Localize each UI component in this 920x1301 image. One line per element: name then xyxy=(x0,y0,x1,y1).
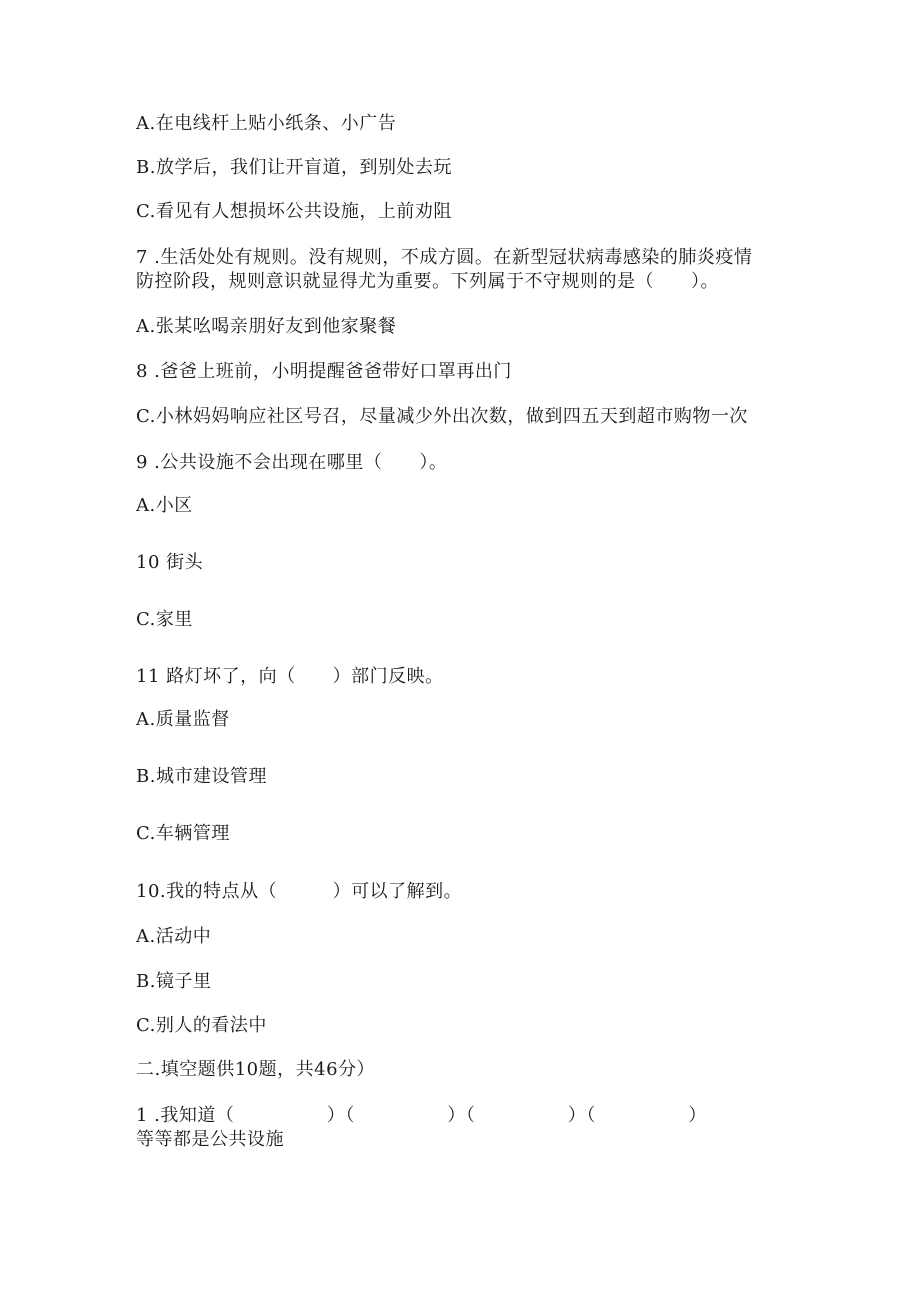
fill-in-question-1-line-2: 等等都是公共设施 xyxy=(136,1129,284,1150)
option-c-q6: C.看见有人想损坏公共设施，上前劝阻 xyxy=(136,201,452,222)
option-a-q11: A.质量监督 xyxy=(136,709,230,730)
fill-in-question-1-line-1: 1 .我知道（ ）（ ）（ ）（ ） xyxy=(136,1105,707,1126)
option-a-q6: A.在电线杆上贴小纸条、小广告 xyxy=(136,113,397,134)
option-c-q10: C.家里 xyxy=(136,609,193,630)
question-8: 8 .爸爸上班前，小明提醒爸爸带好口罩再出门 xyxy=(136,361,512,382)
option-a-traits: A.活动中 xyxy=(136,926,212,947)
question-10-traits: 10.我的特点从（ ）可以了解到。 xyxy=(136,881,463,902)
question-9: 9 .公共设施不会出现在哪里（ ）。 xyxy=(136,452,448,473)
question-11: 11 路灯坏了，向（ ）部门反映。 xyxy=(136,666,444,687)
option-b-q6: B.放学后，我们让开盲道，到别处去玩 xyxy=(136,157,452,178)
question-7-line-2: 防控阶段，规则意识就显得尤为重要。下列属于不守规则的是（ ）。 xyxy=(136,271,719,292)
section-heading-fill-in: 二.填空题供10题，共46分） xyxy=(136,1059,376,1080)
question-7-line-1: 7 .生活处处有规则。没有规则，不成方圆。在新型冠状病毒感染的肺炎疫情 xyxy=(136,247,753,268)
option-b-q11: B.城市建设管理 xyxy=(136,766,267,787)
option-c-traits: C.别人的看法中 xyxy=(136,1015,267,1036)
option-c-q11: C.车辆管理 xyxy=(136,823,230,844)
option-a-q9: A.小区 xyxy=(136,495,193,516)
option-c-q8: C.小林妈妈响应社区号召，尽量减少外出次数，做到四五天到超市购物一次 xyxy=(136,406,748,427)
option-a-q7: A.张某吆喝亲朋好友到他家聚餐 xyxy=(136,316,397,337)
question-10-street: 10 街头 xyxy=(136,552,204,573)
option-b-traits: B.镜子里 xyxy=(136,971,212,992)
